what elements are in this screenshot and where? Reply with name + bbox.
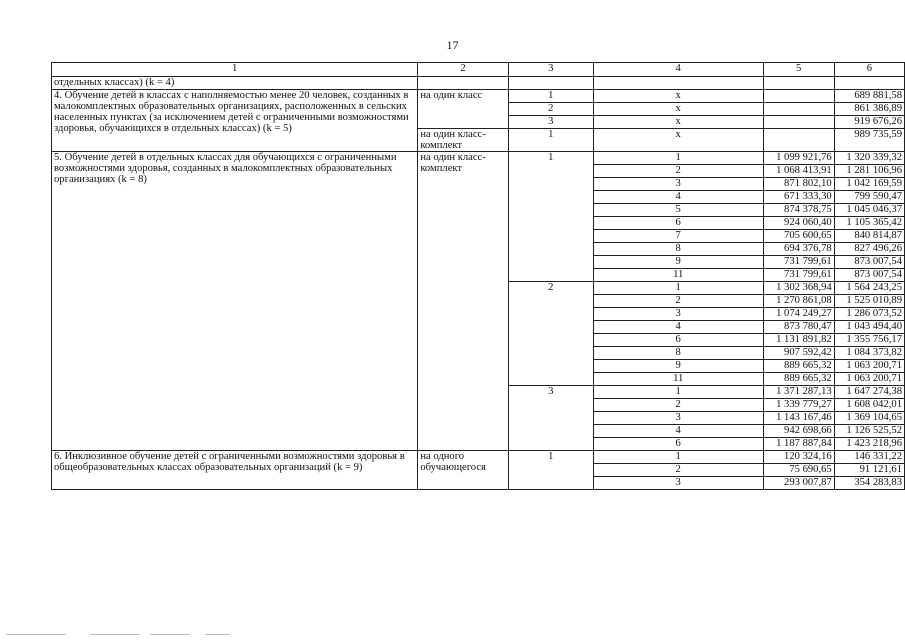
cell-c6: 1 564 243,25 [834, 282, 904, 295]
cell-c2: на один класс [418, 90, 508, 129]
cell-c4: 3 [593, 308, 763, 321]
cell-c6: 1 608 042,01 [834, 399, 904, 412]
cell-c1: 6. Инклюзивное обучение детей с ограниченными возможностями здоровья в общеобразовательных классах образовательных организаций (k = 9) [52, 451, 418, 490]
cell-c5: 874 378,75 [763, 204, 834, 217]
cell-c5: 942 698,66 [763, 425, 834, 438]
cell-c5: 293 007,87 [763, 477, 834, 490]
cell-c6: 799 590,47 [834, 191, 904, 204]
cell-c6: 873 007,54 [834, 269, 904, 282]
cell-c6: 919 676,26 [834, 116, 904, 129]
cell-c5: 1 099 921,76 [763, 152, 834, 165]
cell-c6: 1 042 169,59 [834, 178, 904, 191]
cell-c4: 1 [593, 451, 763, 464]
cell-c6: 1 281 106,96 [834, 165, 904, 178]
cell-c1: отдельных классах) (k = 4) [52, 77, 418, 90]
cell-c5: 120 324,16 [763, 451, 834, 464]
cell-c6: 840 814,87 [834, 230, 904, 243]
cell-c5: 1 187 887,84 [763, 438, 834, 451]
cell-c5: 731 799,61 [763, 269, 834, 282]
cell-c5: 924 060,40 [763, 217, 834, 230]
cell-c5: 731 799,61 [763, 256, 834, 269]
cell-c6: 689 881,58 [834, 90, 904, 103]
cell-c4: 9 [593, 256, 763, 269]
cell-c4: 2 [593, 399, 763, 412]
cell-c6: 1 369 104,65 [834, 412, 904, 425]
cell-c5: 705 600,65 [763, 230, 834, 243]
cell-c1: 4. Обучение детей в классах с наполняемостью менее 20 человек, созданных в малокомплектных образовательных организациях, расположенных в сельских населенных пунктах (за исключением детей с ограниченными возможностями здоровья, обучающихся в отдельных классах) (k = 5) [52, 90, 418, 152]
cell-c5: 1 302 368,94 [763, 282, 834, 295]
header-col-3: 3 [508, 63, 593, 77]
cell-c4: 8 [593, 347, 763, 360]
cell-c2: на один класс-комплект [418, 129, 508, 152]
cell-c4: 1 [593, 386, 763, 399]
cell-c4: 4 [593, 321, 763, 334]
cell-c6: 1 063 200,71 [834, 373, 904, 386]
cell-c5 [763, 116, 834, 129]
cell-c4: х [593, 90, 763, 103]
header-col-5: 5 [763, 63, 834, 77]
cell-c4: 1 [593, 282, 763, 295]
cell-c6: 91 121,61 [834, 464, 904, 477]
cell-c6 [834, 77, 904, 90]
cell-c5: 1 339 779,27 [763, 399, 834, 412]
cell-c5 [763, 90, 834, 103]
cell-c3: 2 [508, 282, 593, 386]
table-row [52, 152, 905, 165]
header-col-1: 1 [52, 63, 418, 77]
cell-c5: 1 131 891,82 [763, 334, 834, 347]
cell-c5 [763, 77, 834, 90]
cell-c3: 1 [508, 90, 593, 103]
cell-c6: 1 320 339,32 [834, 152, 904, 165]
cell-c5 [763, 129, 834, 152]
cell-c4: 6 [593, 217, 763, 230]
cell-c4: 2 [593, 464, 763, 477]
cell-c5: 1 143 167,46 [763, 412, 834, 425]
cell-c1: 5. Обучение детей в отдельных классах для обучающихся с ограниченными возможностями здоровья, созданных в малокомплектных образовательных организациях (k = 8) [52, 152, 418, 451]
cell-c5: 1 371 287,13 [763, 386, 834, 399]
cell-c5: 1 270 861,08 [763, 295, 834, 308]
cell-c6: 1 084 373,82 [834, 347, 904, 360]
cell-c5: 873 780,47 [763, 321, 834, 334]
cell-c6: 827 496,26 [834, 243, 904, 256]
cell-c6: 989 735,59 [834, 129, 904, 152]
page-number: 17 [446, 38, 459, 52]
cell-c3: 2 [508, 103, 593, 116]
cell-c6: 146 331,22 [834, 451, 904, 464]
cell-c4 [593, 77, 763, 90]
cell-c3: 1 [508, 451, 593, 490]
funding-table [51, 62, 905, 490]
cell-c6: 1 423 218,96 [834, 438, 904, 451]
cell-c6: 1 043 494,40 [834, 321, 904, 334]
cell-c4: 6 [593, 438, 763, 451]
cell-c4: 1 [593, 152, 763, 165]
cell-c6: 1 126 525,52 [834, 425, 904, 438]
cell-c5 [763, 103, 834, 116]
table-row [52, 90, 905, 103]
cell-c4: 7 [593, 230, 763, 243]
cell-c2: на один класс-комплект [418, 152, 508, 451]
cell-c3: 3 [508, 116, 593, 129]
cell-c5: 75 690,65 [763, 464, 834, 477]
cell-c5: 1 068 413,91 [763, 165, 834, 178]
cell-c2 [418, 77, 508, 90]
cell-c4: 9 [593, 360, 763, 373]
cell-c5: 889 665,32 [763, 360, 834, 373]
header-col-6: 6 [834, 63, 904, 77]
cell-c6: 861 386,89 [834, 103, 904, 116]
cell-c3: 3 [508, 386, 593, 451]
cell-c6: 1 105 365,42 [834, 217, 904, 230]
cell-c3 [508, 77, 593, 90]
cell-c6: 1 045 046,37 [834, 204, 904, 217]
cell-c5: 1 074 249,27 [763, 308, 834, 321]
cell-c5: 671 333,30 [763, 191, 834, 204]
cell-c4: 4 [593, 425, 763, 438]
cell-c4: 11 [593, 373, 763, 386]
cell-c4: 8 [593, 243, 763, 256]
cell-c4: 11 [593, 269, 763, 282]
cell-c4: 2 [593, 295, 763, 308]
cell-c4: х [593, 103, 763, 116]
cell-c6: 1 525 010,89 [834, 295, 904, 308]
cell-c6: 1 647 274,38 [834, 386, 904, 399]
cell-c4: 4 [593, 191, 763, 204]
table-row [52, 77, 905, 90]
cell-c3: 1 [508, 129, 593, 152]
scan-artifacts [0, 628, 905, 640]
cell-c2: на одного обучающегося [418, 451, 508, 490]
cell-c5: 871 802,10 [763, 178, 834, 191]
cell-c3: 1 [508, 152, 593, 282]
cell-c5: 889 665,32 [763, 373, 834, 386]
cell-c6: 1 063 200,71 [834, 360, 904, 373]
cell-c4: 3 [593, 477, 763, 490]
cell-c5: 694 376,78 [763, 243, 834, 256]
cell-c6: 354 283,83 [834, 477, 904, 490]
cell-c6: 873 007,54 [834, 256, 904, 269]
cell-c4: 5 [593, 204, 763, 217]
cell-c4: х [593, 116, 763, 129]
cell-c6: 1 286 073,52 [834, 308, 904, 321]
header-col-4: 4 [593, 63, 763, 77]
cell-c4: 3 [593, 412, 763, 425]
header-col-2: 2 [418, 63, 508, 77]
cell-c4: 6 [593, 334, 763, 347]
cell-c5: 907 592,42 [763, 347, 834, 360]
cell-c6: 1 355 756,17 [834, 334, 904, 347]
table-row [52, 451, 905, 464]
cell-c4: х [593, 129, 763, 152]
cell-c4: 2 [593, 165, 763, 178]
cell-c4: 3 [593, 178, 763, 191]
header-row [52, 63, 905, 77]
